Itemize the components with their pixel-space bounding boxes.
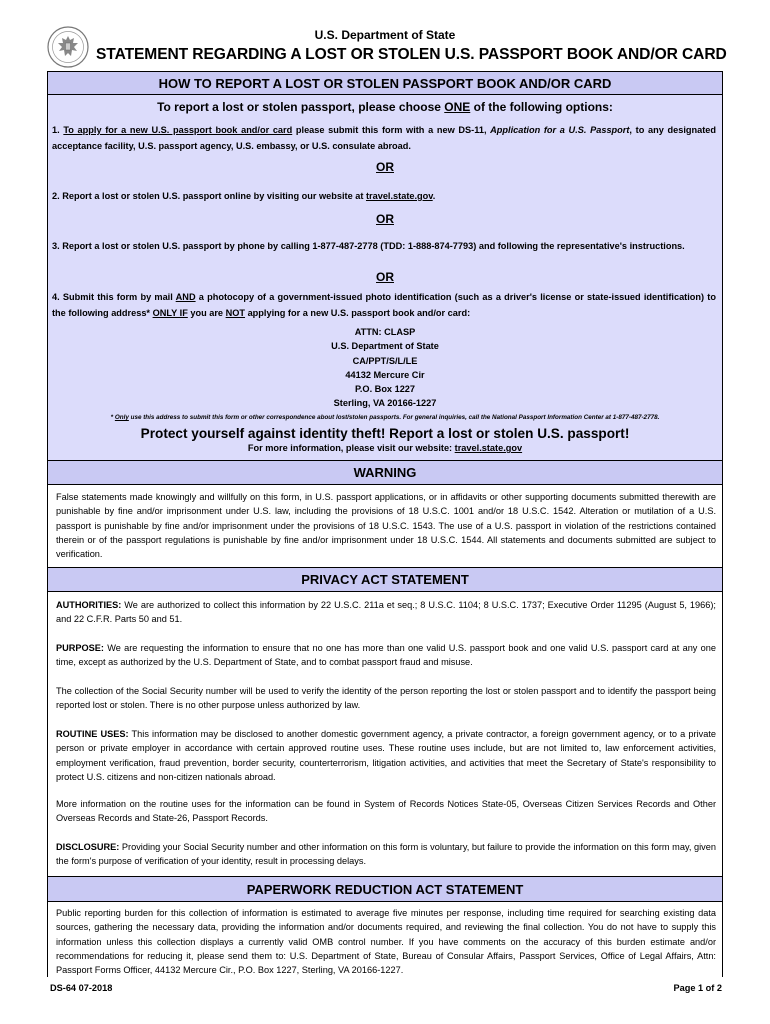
mailing-address: ATTN: CLASP U.S. Department of State CA/PPT/S/L/LE 44132 Mercure Cir P.O. Box 1227 Sterling, VA 20166-1227 [331,327,439,409]
form-title: STATEMENT REGARDING A LOST OR STOLEN U.S. PASSPORT BOOK AND/OR CARD [96,46,727,63]
option-2: 2. Report a lost or stolen U.S. passport online by visiting our website at travel.state.gov. [52,191,436,201]
ssn-paragraph: The collection of the Social Security number will be used to verify the identity of the person reporting the lost or stolen passport and to identify the passport being reported lost or stolen. There is no other purpose unless authorized by law. [56,686,716,711]
apply-new-passport-link[interactable]: To apply for a new U.S. passport book and/or card [63,125,293,135]
routine-uses-paragraph: ROUTINE USES: This information may be disclosed to another domestic government agency, a private contractor, a foreign government agency, or to a private person or private employer in accordance with certain approved routine uses. These routine uses include, but are not limited to, law enforcement activities, employment verification, fraud prevention, border security, counterterrorism, litigation activities, and activities that meet the Secretary of State's responsibility to protect U.S. citizens and non-citizen nationals abroad. [56,729,716,782]
travel-state-gov-link[interactable]: travel.state.gov [365,191,433,201]
warning-text: False statements made knowingly and willfully on this form, in U.S. passport applications, or in affidavits or other supporting documents submitted therewith are punishable by fine and/or imprisonment under U.S. law, including the provisions of 18 U.S.C. 1001 and/or 18 U.S.C. 1542. Alteration or mutilation of a U.S. passport is punishable by fine and/or imprisonment under the provisions of 18 U.S.C. 1543. The use of a U.S. passport in violation of the restrictions contained therein or of the passport regulations is punishable by fine and/or imprisonment under 18 U.S.C. 1544. All statements and documents submitted are subject to verification. [56,492,716,560]
disclosure-paragraph: DISCLOSURE: Providing your Social Security number and other information on this form is voluntary, but failure to provide the information on this form may, given the form's purpose of verification of your identity, result in processing delays. [56,842,716,867]
or-separator-3: OR [376,270,394,284]
option-1: 1. To apply for a new U.S. passport book and/or card please submit this form with a new DS-11, Application for a U.S. Passport, to any designated acceptance facility, U.S. passport agency, U.S. embassy, or U.S. consulate abroad. [52,125,716,151]
address-footnote: * Only use this address to submit this form or other correspondence about lost/stolen passports. For general inquiries, call the National Passport Information Center at 1-877-487-2778. [110,414,660,421]
identity-theft-banner: Protect yourself against identity theft! Report a lost or stolen U.S. passport! [140,426,630,441]
or-separator-1: OR [376,160,394,174]
warning-heading: WARNING [48,461,722,485]
purpose-paragraph: PURPOSE: We are requesting the information to ensure that no one has more than one valid U.S. passport book and one valid U.S. passport card at any one time, except as authorized by the U.S. Department of State, and to combat passport fraud and misuse. [56,643,716,668]
intro-one: ONE [444,100,471,114]
more-info-link[interactable]: travel.state.gov [454,443,523,453]
more-info-line: For more information, please visit our website: travel.state.gov [247,443,523,453]
authorities-paragraph: AUTHORITIES: We are authorized to collect this information by 22 U.S.C. 211a et seq.; 8 U.S.C. 1104; 8 U.S.C. 1737; Executive Order 11295 (August 5, 1966); and 22 C.F.R. Parts 50 and 51. [56,600,716,625]
form-id: DS-64 07-2018 [50,983,113,993]
privacy-act-heading: PRIVACY ACT STATEMENT [48,568,722,592]
paperwork-text: Public reporting burden for this collection of information is estimated to average five minutes per response, including time required for searching existing data sources, gathering the necessary data, providing the information and/or documents required, and reviewing the final collection. You do not have to supply this information unless this collection displays a currently valid OMB control number. If you have comments on the accuracy of this burden estimate and/or recommendations for reducing it, please send them to: U.S. Department of State, Bureau of Consular Affairs, Passport Services, Office of Legal Affairs, Attn: Passport Forms Officer, 44132 Mercure Cir., P.O. Box 1227, Sterling, VA 20166-1227. [56,908,716,976]
intro-line: To report a lost or stolen passport, please choose ONE of the following options: [157,100,613,114]
option-3: 3. Report a lost or stolen U.S. passport by phone by calling 1-877-487-2778 (TDD: 1-888-874-7793) and following the representative's instructions. [52,241,685,251]
option-4: 4. Submit this form by mail AND a photocopy of a government-issued photo identification (such as a driver's license or state-issued identification) to the following address* ONLY IF you are NOT applying for a new U.S. passport book and/or card: [52,292,716,318]
page-number: Page 1 of 2 [673,983,722,993]
more-info-paragraph: More information on the routine uses for the information can be found in System of Records Notices State-05, Overseas Citizen Services Records and Other Overseas Records and State-26, Passport Records. [56,799,716,824]
paperwork-reduction-heading: PAPERWORK REDUCTION ACT STATEMENT [48,877,722,902]
or-separator-2: OR [376,212,394,226]
how-to-report-heading: HOW TO REPORT A LOST OR STOLEN PASSPORT BOOK AND/OR CARD [48,72,722,95]
department-name: U.S. Department of State [314,28,456,42]
